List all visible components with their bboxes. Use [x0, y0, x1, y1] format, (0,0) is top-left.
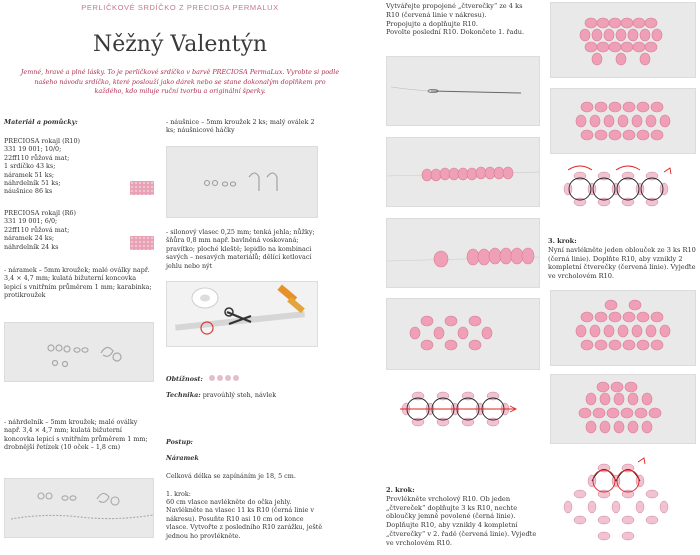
procedure-heading: Postup: [166, 438, 193, 446]
bead-panel-photo-2 [550, 88, 696, 154]
rokajl-r10-line: náhrdelník 51 ks; [4, 179, 61, 188]
chain-illustration [5, 479, 154, 538]
step2-diagram-svg [560, 160, 690, 218]
difficulty-dots [209, 375, 241, 383]
bead-panel-photo-1 [550, 2, 696, 78]
first-squares-photo [386, 298, 540, 370]
tools-illustration [167, 282, 318, 347]
rokajl-r6-name: PRECIOSA rokajl (R6) [4, 209, 76, 217]
rokajl-r10-code1: 331 19 001; 10/0; [4, 145, 62, 154]
rokajl-r10-line: náramek 51 ks; [4, 170, 55, 179]
step3-diagram-svg [560, 452, 690, 550]
earrings-materials: - náušnice – 5mm kroužek 2 ks; malý oválek 2 ks; náušnicové háčky [166, 118, 315, 135]
rokajl-r6-line: náhrdelník 24 ks [4, 242, 59, 251]
page-title: Něžný Valentýn [92, 32, 268, 57]
rokajl-r6-block [4, 209, 134, 251]
page-header: PERLIČKOVÉ SRDÍČKO Z PRECIOSA PERMALUX [81, 3, 279, 12]
findings-illustration [5, 323, 154, 382]
step2-block [386, 486, 544, 548]
step3-heading: 3. krok: [548, 237, 577, 245]
step3-text: Nyní navlékněte jeden oblouček ze 3 ks R10 (černá linie). Doplňte R10, aby vznikly 2 kompletní čtverečky (červená linie). Vyjeďte ve vrcholovém R10. [548, 245, 696, 281]
difficulty-dot [209, 375, 215, 381]
row1-diagram-svg [398, 384, 528, 434]
technique-label: Technika: [166, 391, 201, 399]
rokajl-r10-code2: 22ff110 růžová mat; [4, 153, 70, 162]
step3-block [548, 237, 698, 281]
technique-value: pravoúhlý steh, návlek [202, 391, 277, 399]
top-right-line: Povolte poslední R10. Dokončete 1. řadu. [386, 28, 525, 37]
bead-panel-illustration [551, 291, 696, 366]
first-squares-illustration [387, 299, 540, 370]
bead-panel-photo-3 [550, 290, 696, 366]
rokajl-r6-code2: 22ff110 růžová mat; [4, 225, 70, 234]
materials-heading: Materiál a pomůcky: [4, 118, 78, 126]
top-right-line: Vytvářejte propojené „čtverečky“ ze 4 ks [386, 2, 523, 10]
step2-text: Provlékněte vrcholový R10. Ob jeden „čtvereček“ doplňujte 3 ks R10, nechte obloučky jemně povolené (černá linie). Doplňujte R10, aby vznikly 4 kompletní „čtverečky“ v 2. řadě (červená linie). Vyjeďte ve vrcholovém R10. [386, 494, 537, 547]
needle-illustration [387, 57, 540, 126]
rokajl-r10-line: náušnice 86 ks [4, 187, 53, 196]
top-right-line: Propojujte a doplňujte R10. [386, 19, 478, 28]
rokajl-r10-name: PRECIOSA rokajl (R10) [4, 137, 81, 145]
rokajl-r6-line: náramek 24 ks; [4, 234, 55, 243]
bead-swatch-r6 [130, 236, 154, 250]
rokajl-r10-block [4, 137, 134, 196]
difficulty-label: Obtížnost: [166, 375, 203, 383]
top-right-line: R10 (červená linie v nákresu). [386, 10, 487, 19]
bracelet-materials: - náramek – 5mm kroužek; malé oválky např. 3,4 × 4,7 mm; kulatá bižuterní koncovka lepicí s vnitřním průměrem 1 mm; karabinka; protikroužek [4, 266, 152, 300]
earring-findings-photo [166, 146, 318, 218]
difficulty-dot [233, 375, 239, 381]
strung-beads-illustration [387, 138, 540, 207]
tools-photo [166, 281, 318, 347]
bead-panel-illustration [551, 375, 696, 444]
stopper-bead-photo [386, 218, 540, 288]
step2-diagram [560, 160, 690, 218]
bead-panel-illustration [551, 89, 696, 154]
bead-panel-photo-4 [550, 374, 696, 444]
tools-materials: - silonový vlasec 0,25 mm; tenká jehla; nůžky; šňůra 0,8 mm např. bavlněná voskovaná; pravítko; ploché kleště; lepidlo na kombinaci savých – nesavých materiálů; dělící ketlovací jehlu nebo nýt [166, 228, 315, 270]
step3-diagram [560, 452, 690, 550]
step2-heading: 2. krok: [386, 486, 415, 494]
step1-text: 60 cm vlasce navlékněte do očka jehly. Navlékněte na vlasec 11 ks R10 (černá linie v nákresu). Posuňte R10 asi 10 cm od konce vlasce. Vytvořte z posledního R10 zarážku, ještě jednou ho provlékněte. [166, 498, 323, 540]
top-right-text [386, 2, 541, 37]
difficulty-dot [225, 375, 231, 381]
stopper-bead-illustration [387, 219, 540, 288]
strung-beads-photo [386, 137, 540, 207]
necklace-materials: - náhrdelník – 5mm kroužek; malé oválky např. 3,4 × 4,7 mm; kulatá bižuterní koncovka lepicí s vnitřním průměrem 1 mm; drobnější řetízek (10 oček – 1,8 cm) [4, 418, 148, 452]
necklace-findings-photo [4, 478, 154, 538]
intro-text: Jemné, hravé a plné lásky. To je perličkové srdíčko v barvě PRECIOSA PermaLux. Vyrobte si podle našeho návodu srdíčko, které poslouží jako dárek nebo se stane dokonalým doplňkem pro každého, kdo miluje ruční tvorbu a originální šperky. [20, 68, 340, 96]
bead-panel-illustration [551, 3, 696, 78]
rokajl-r6-code1: 331 19 001; 6/0; [4, 217, 58, 226]
technique-row [166, 391, 326, 399]
bead-swatch-r10 [130, 181, 154, 195]
bracelet-findings-photo [4, 322, 154, 382]
row1-diagram [398, 384, 528, 434]
difficulty-dot [217, 375, 223, 381]
needle-photo [386, 56, 540, 126]
difficulty-row [166, 375, 326, 383]
total-length: Celková délka se zapínáním je 18, 5 cm. [166, 472, 296, 480]
earring-hooks-illustration [167, 147, 318, 218]
step1-heading: 1. krok: [166, 490, 191, 498]
rokajl-r10-line: 1 srdíčko 43 ks; [4, 162, 56, 171]
bracelet-heading: Náramek [166, 454, 199, 462]
